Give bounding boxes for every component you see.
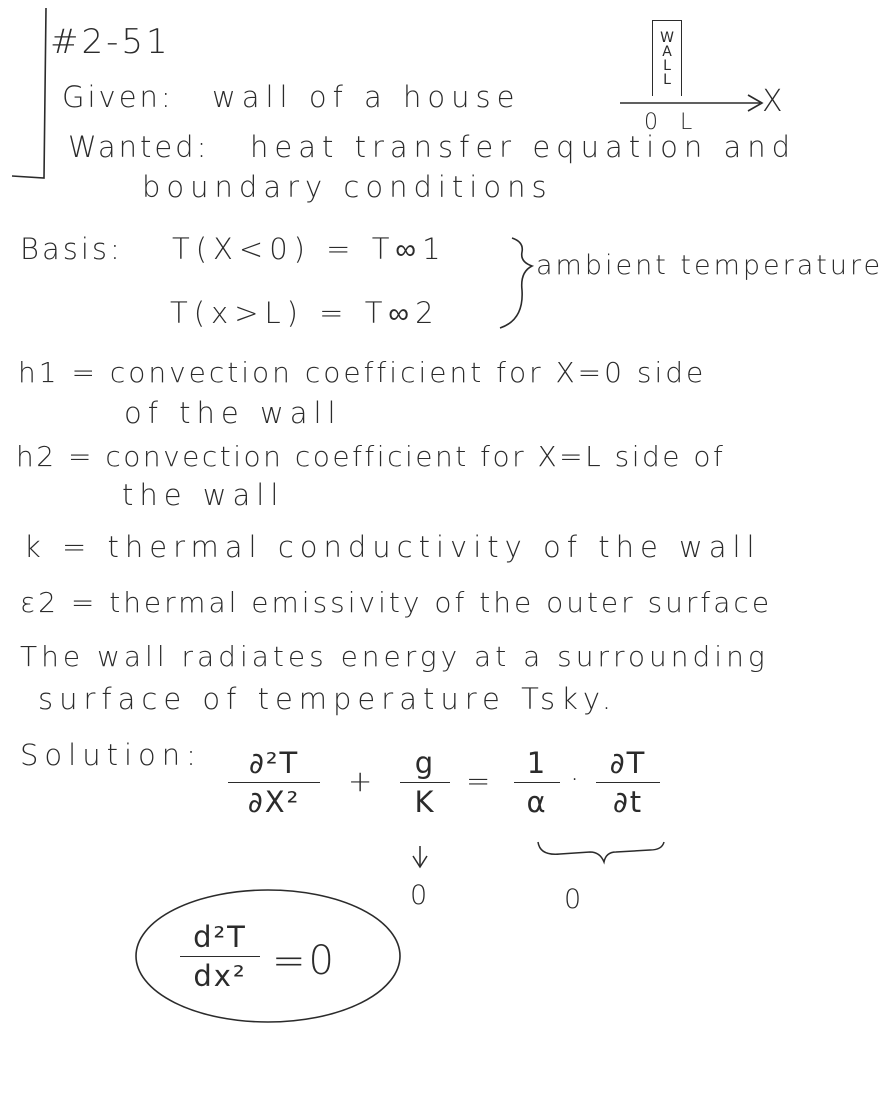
given-label: Given:	[62, 80, 174, 114]
fraction-bar	[228, 782, 320, 783]
wanted-line-1: heat transfer equation and	[250, 130, 797, 164]
plus-sign: +	[348, 764, 376, 798]
result-numerator: d²T	[193, 920, 247, 954]
problem-number: #2-51	[50, 22, 171, 62]
wall-label: WALL	[660, 30, 674, 88]
wanted-line-2: boundary conditions	[142, 170, 553, 204]
term-4-numerator: ∂T	[609, 746, 647, 780]
basis-eq-2: T(x>L) = T∞2	[170, 296, 440, 330]
wanted-label: Wanted:	[68, 130, 210, 164]
zero-under-brace: 0	[564, 884, 585, 915]
term-dt-dt	[596, 746, 660, 819]
result-rhs: =0	[272, 938, 337, 984]
equals-sign: =	[466, 764, 494, 798]
definition-k: k = thermal conductivity of the wall	[24, 530, 761, 564]
fraction-bar	[400, 782, 450, 783]
definition-radiation-line-2: surface of temperature Tsky.	[38, 682, 618, 716]
term-d2t-dx2	[228, 746, 320, 819]
basis-eq-1: T(X<0) = T∞1	[172, 232, 447, 266]
fraction-bar	[180, 956, 260, 957]
basis-brace	[500, 238, 532, 328]
origin-label: 0	[644, 110, 661, 135]
axis-x-label: X	[762, 84, 786, 119]
definition-h1-line-2: of the wall	[124, 396, 342, 430]
result-ellipse	[136, 890, 400, 1022]
term-4-denominator: ∂t	[612, 785, 644, 819]
term-3-denominator: α	[526, 785, 548, 819]
basis-label: Basis:	[20, 232, 123, 266]
l-label: L	[680, 110, 696, 135]
result-denominator: dx²	[193, 959, 247, 993]
basis-brace-text: ambient temperature	[536, 250, 883, 281]
fraction-bar	[514, 782, 560, 783]
term-1-denominator: ∂X²	[247, 785, 301, 819]
definition-epsilon: ε2 = thermal emissivity of the outer surface	[20, 586, 773, 619]
wall-diagram	[652, 20, 682, 96]
under-brace	[538, 842, 664, 862]
zero-under-g: 0	[410, 880, 431, 911]
term-1-over-alpha	[514, 746, 560, 819]
term-2-numerator: g	[414, 746, 436, 780]
term-2-denominator: K	[414, 785, 436, 819]
definition-h2-line-2: the wall	[122, 478, 285, 512]
given-text: wall of a house	[212, 80, 521, 114]
fraction-bar	[596, 782, 660, 783]
definition-radiation-line-1: The wall radiates energy at a surrounding	[20, 640, 769, 673]
term-1-numerator: ∂²T	[248, 746, 300, 780]
term-g-k	[400, 746, 450, 819]
term-3-numerator: 1	[526, 746, 548, 780]
result-fraction	[180, 920, 260, 993]
header-bracket	[12, 8, 46, 178]
solution-label: Solution:	[20, 738, 202, 772]
definition-h1-line-1: h1 = convection coefficient for X=0 side	[18, 356, 707, 389]
dot-operator: ·	[570, 762, 583, 796]
definition-h2-line-1: h2 = convection coefficient for X=L side of	[16, 440, 726, 473]
